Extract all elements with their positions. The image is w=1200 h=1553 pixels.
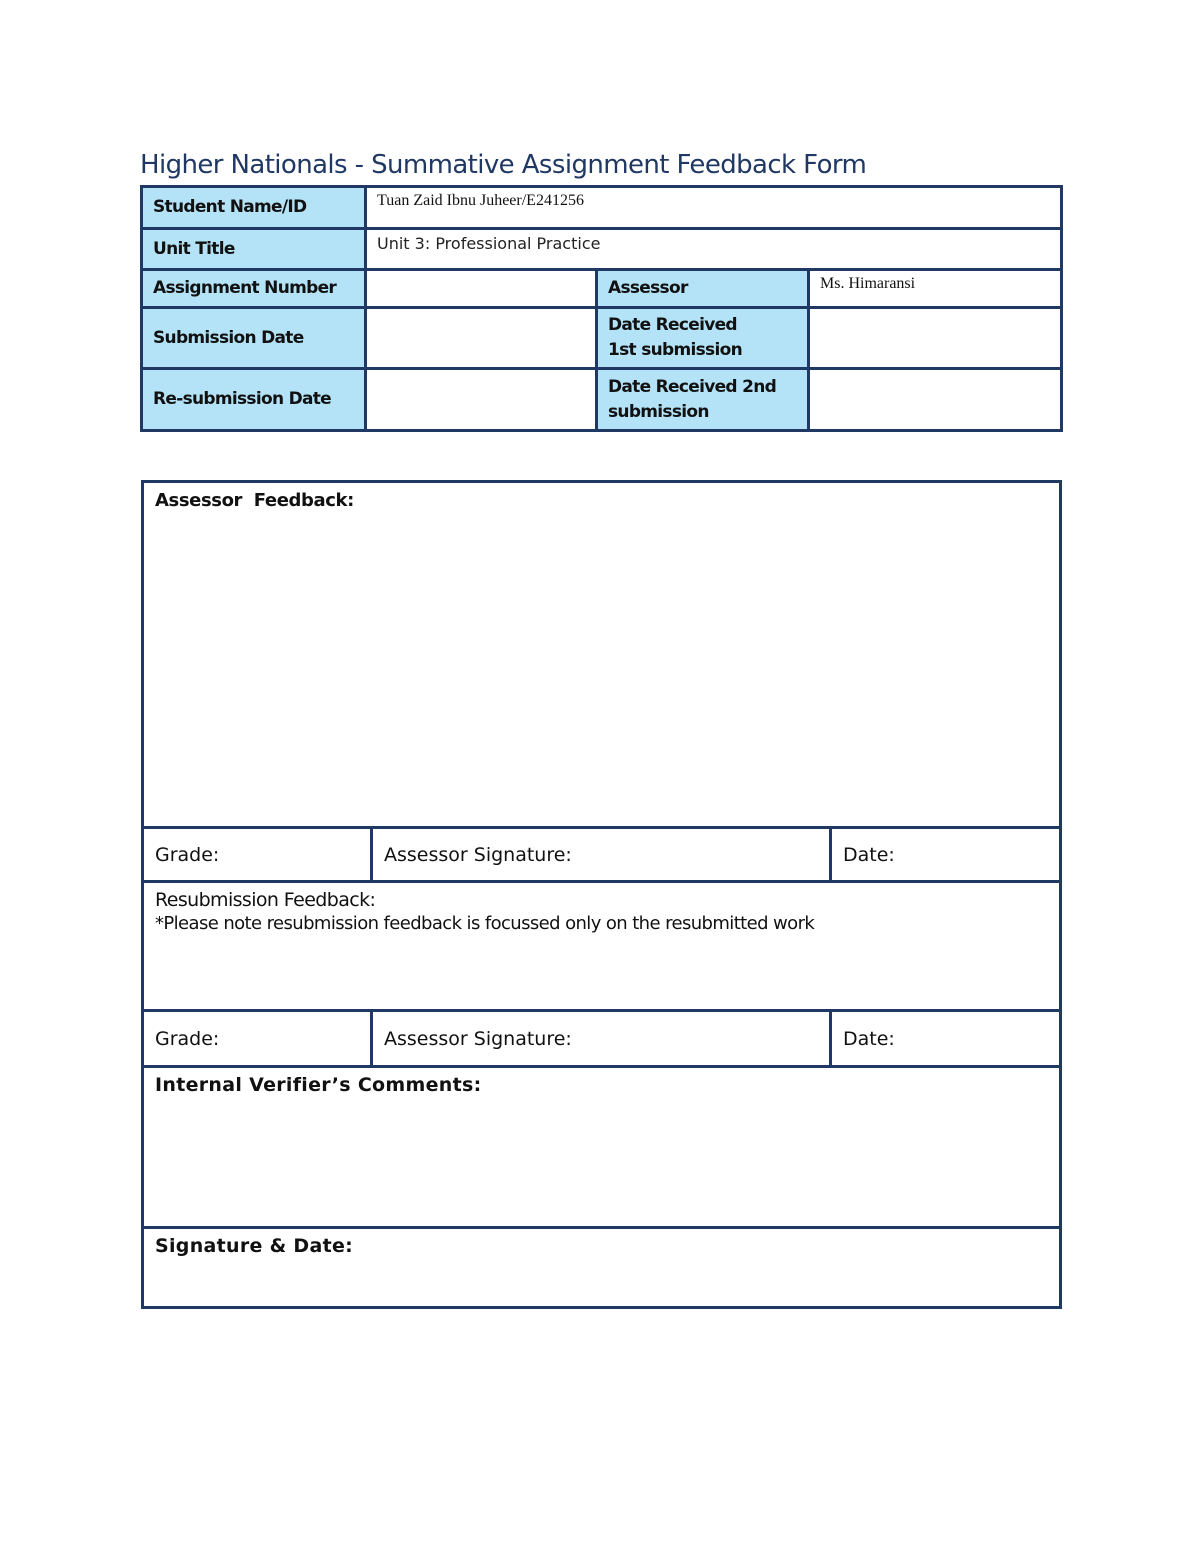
resubmission-feedback-row — [143, 882, 1061, 1011]
date-received-second-field[interactable] — [809, 369, 1062, 431]
unit-title-label: Unit Title — [142, 229, 366, 270]
assignment-number-field[interactable] — [366, 270, 597, 308]
grade-row-1 — [143, 828, 1061, 882]
form-title: Higher Nationals - Summative Assignment Feedback Form — [140, 150, 867, 180]
date-received-second-label — [597, 369, 809, 431]
date-received-second-line1: Date Received 2nd — [608, 376, 777, 397]
assessor-label: Assessor — [597, 270, 809, 308]
submission-date-label: Submission Date — [142, 308, 366, 369]
date-received-second-line2: submission — [608, 401, 709, 422]
unit-title-row — [142, 229, 1062, 270]
signature-date-row — [143, 1228, 1061, 1308]
date-label-1[interactable]: Date: — [831, 828, 1061, 882]
date-label-2[interactable]: Date: — [831, 1011, 1061, 1067]
submission-row — [142, 308, 1062, 369]
signature-date-label: Signature & Date: — [155, 1235, 354, 1257]
iv-comments-label: Internal Verifier’s Comments: — [155, 1074, 482, 1096]
assignment-number-label: Assignment Number — [142, 270, 366, 308]
student-name-field[interactable]: Tuan Zaid Ibnu Juheer/E241256 — [366, 187, 1062, 229]
grade-label-2[interactable]: Grade: — [143, 1011, 372, 1067]
unit-title-field[interactable]: Unit 3: Professional Practice — [366, 229, 1062, 270]
assessor-field[interactable]: Ms. Himaransi — [809, 270, 1062, 308]
iv-comments-area[interactable] — [143, 1067, 1061, 1228]
assessor-signature-label-2[interactable]: Assessor Signature: — [372, 1011, 831, 1067]
date-received-first-field[interactable] — [809, 308, 1062, 369]
student-name-label: Student Name/ID — [142, 187, 366, 229]
iv-comments-row — [143, 1067, 1061, 1228]
assessor-feedback-label: Assessor Feedback: — [155, 490, 354, 511]
signature-date-area[interactable] — [143, 1228, 1061, 1308]
date-received-first-label — [597, 308, 809, 369]
assessor-signature-label-1[interactable]: Assessor Signature: — [372, 828, 831, 882]
student-info-table — [140, 185, 1063, 432]
grade-row-2 — [143, 1011, 1061, 1067]
date-received-first-line1: Date Received — [608, 315, 737, 335]
assessor-feedback-row — [143, 482, 1061, 828]
resubmission-row — [142, 369, 1062, 431]
resubmission-date-label: Re-submission Date — [142, 369, 366, 431]
resubmission-feedback-area[interactable] — [143, 882, 1061, 1011]
assessor-feedback-area[interactable] — [143, 482, 1061, 828]
resubmission-note: *Please note resubmission feedback is focussed only on the resubmitted work — [155, 913, 815, 934]
feedback-table — [141, 480, 1062, 1309]
resubmission-feedback-label: Resubmission Feedback: — [155, 889, 376, 911]
assignment-row — [142, 270, 1062, 308]
submission-date-field[interactable] — [366, 308, 597, 369]
date-received-first-line2: 1st submission — [608, 340, 742, 360]
resubmission-date-field[interactable] — [366, 369, 597, 431]
student-name-row — [142, 187, 1062, 229]
grade-label-1[interactable]: Grade: — [143, 828, 372, 882]
